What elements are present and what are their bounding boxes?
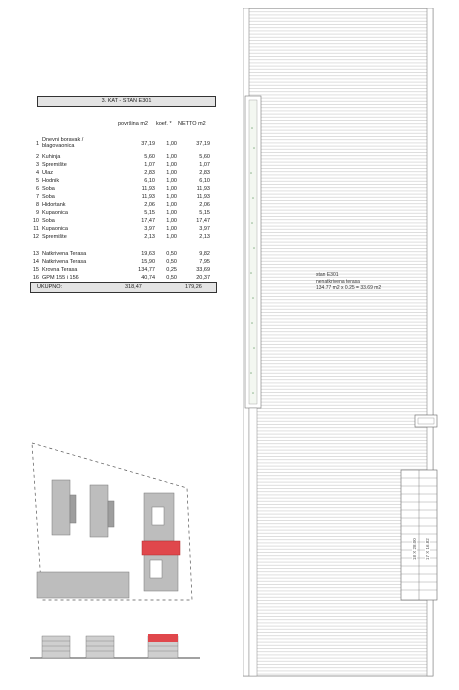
row-number: 12 — [32, 234, 39, 240]
row-net: 6,10 — [199, 178, 210, 184]
row-net: 2,06 — [199, 202, 210, 208]
row-koef: 0,50 — [166, 251, 177, 257]
row-net: 2,83 — [199, 170, 210, 176]
row-area: 134,77 — [138, 267, 155, 273]
row-net: 5,15 — [199, 210, 210, 216]
total-label: UKUPNO: — [37, 284, 63, 290]
row-name: Hodnik — [42, 178, 60, 184]
row-koef: 1,00 — [166, 210, 177, 216]
row-area: 11,93 — [141, 186, 155, 192]
stair-label: 18 X 28.00 — [412, 538, 417, 560]
header-net: NETTO m2 — [178, 121, 206, 127]
total-row — [30, 282, 217, 293]
row-koef: 1,00 — [166, 178, 177, 184]
row-area: 3,97 — [144, 226, 155, 232]
row-area: 5,60 — [144, 154, 155, 160]
row-area: 1,07 — [144, 162, 155, 168]
terrace-label-area: 134.77 m2 x 0.25 = 33.69 m2 — [316, 285, 382, 291]
row-number: 10 — [32, 218, 39, 224]
row-area: 2,06 — [144, 202, 155, 208]
row-number: 11 — [33, 226, 39, 232]
row-koef: 1,00 — [166, 202, 177, 208]
row-net: 33,69 — [196, 267, 210, 273]
row-name: GPM 155 i 156 — [42, 275, 79, 281]
row-koef: 1,00 — [166, 141, 177, 147]
floor-plan — [243, 8, 443, 684]
row-koef: 0,50 — [166, 259, 177, 265]
row-area: 19,63 — [141, 251, 155, 257]
terrace-label — [316, 272, 381, 292]
row-koef: 1,00 — [166, 194, 177, 200]
row-area: 11,93 — [141, 194, 155, 200]
row-area: 37,19 — [141, 141, 155, 147]
building-block — [37, 480, 178, 598]
table-row — [30, 234, 215, 244]
stair-label: 17 X 16.82 — [425, 538, 430, 560]
row-name: Soba — [42, 218, 55, 224]
row-net: 11,93 — [196, 186, 210, 192]
row-number: 9 — [35, 210, 39, 216]
row-number: 1 — [35, 141, 39, 147]
row-name: Hidortank — [42, 202, 66, 208]
header-area: površina m2 — [118, 121, 148, 127]
row-number: 7 — [35, 194, 39, 200]
row-koef: 1,00 — [166, 226, 177, 232]
row-area: 5,15 — [144, 210, 155, 216]
row-area: 17,47 — [141, 218, 155, 224]
row-number: 14 — [32, 259, 39, 265]
row-koef: 1,00 — [166, 170, 177, 176]
row-koef: 0,50 — [166, 275, 177, 281]
section-unit-highlight — [148, 634, 178, 642]
total-area: 318,47 — [125, 284, 142, 290]
row-area: 40,74 — [141, 275, 155, 281]
row-net: 1,07 — [199, 162, 210, 168]
terrace-label-type: nenatkrivena terasa — [316, 278, 360, 285]
row-net: 2,13 — [199, 234, 210, 240]
terrace-label-unit: stan E301 — [316, 272, 339, 278]
row-net: 3,97 — [199, 226, 210, 232]
row-name: Natkrivena Terasa — [42, 251, 87, 257]
row-area: 2,13 — [144, 234, 155, 240]
row-area: 6,10 — [144, 178, 155, 184]
row-number: 6 — [35, 186, 39, 192]
row-number: 16 — [32, 275, 39, 281]
row-number: 15 — [32, 267, 39, 273]
row-name: Kuhinja — [42, 154, 61, 160]
row-name: Kupaonica — [42, 210, 68, 216]
row-name: Ulaz — [42, 170, 54, 176]
row-koef: 1,00 — [166, 186, 177, 192]
row-number: 3 — [35, 162, 39, 168]
unit-highlight — [142, 541, 180, 555]
row-name: Spremište — [42, 162, 67, 168]
row-net: 11,93 — [196, 194, 210, 200]
row-name: Krovna Terasa — [42, 267, 78, 273]
building-section — [30, 628, 200, 664]
row-koef: 1,00 — [166, 154, 177, 160]
row-number: 2 — [35, 154, 39, 160]
row-name: Natkrivena Terasa — [42, 259, 87, 265]
row-name: Soba — [42, 186, 55, 192]
skylight — [415, 415, 437, 427]
row-number: 13 — [32, 251, 39, 257]
row-net: 7,95 — [199, 259, 210, 265]
table-title: 3. KAT - STAN E301 — [37, 96, 216, 107]
row-net: 9,82 — [199, 251, 210, 257]
row-koef: 1,00 — [166, 162, 177, 168]
row-name: Dnevni boravak / — [42, 137, 84, 143]
total-net: 179,26 — [185, 284, 202, 290]
row-area: 2,83 — [144, 170, 155, 176]
row-net: 5,60 — [199, 154, 210, 160]
row-koef: 0,25 — [166, 267, 177, 273]
row-name: Kupaonica — [42, 226, 68, 232]
header-koef: koef. * — [156, 121, 172, 127]
row-number: 5 — [35, 178, 39, 184]
row-name: Soba — [42, 194, 55, 200]
row-koef: 1,00 — [166, 218, 177, 224]
row-koef: 1,00 — [166, 234, 177, 240]
row-net: 20,37 — [196, 275, 210, 281]
row-number: 8 — [35, 202, 39, 208]
row-name: blagovaonica — [42, 143, 75, 149]
table-row — [30, 137, 215, 153]
site-key-plan — [22, 435, 197, 615]
row-number: 4 — [35, 170, 39, 176]
row-net: 37,19 — [196, 141, 210, 147]
row-name: Spremište — [42, 234, 67, 240]
row-net: 17,47 — [196, 218, 210, 224]
row-area: 15,90 — [141, 259, 155, 265]
